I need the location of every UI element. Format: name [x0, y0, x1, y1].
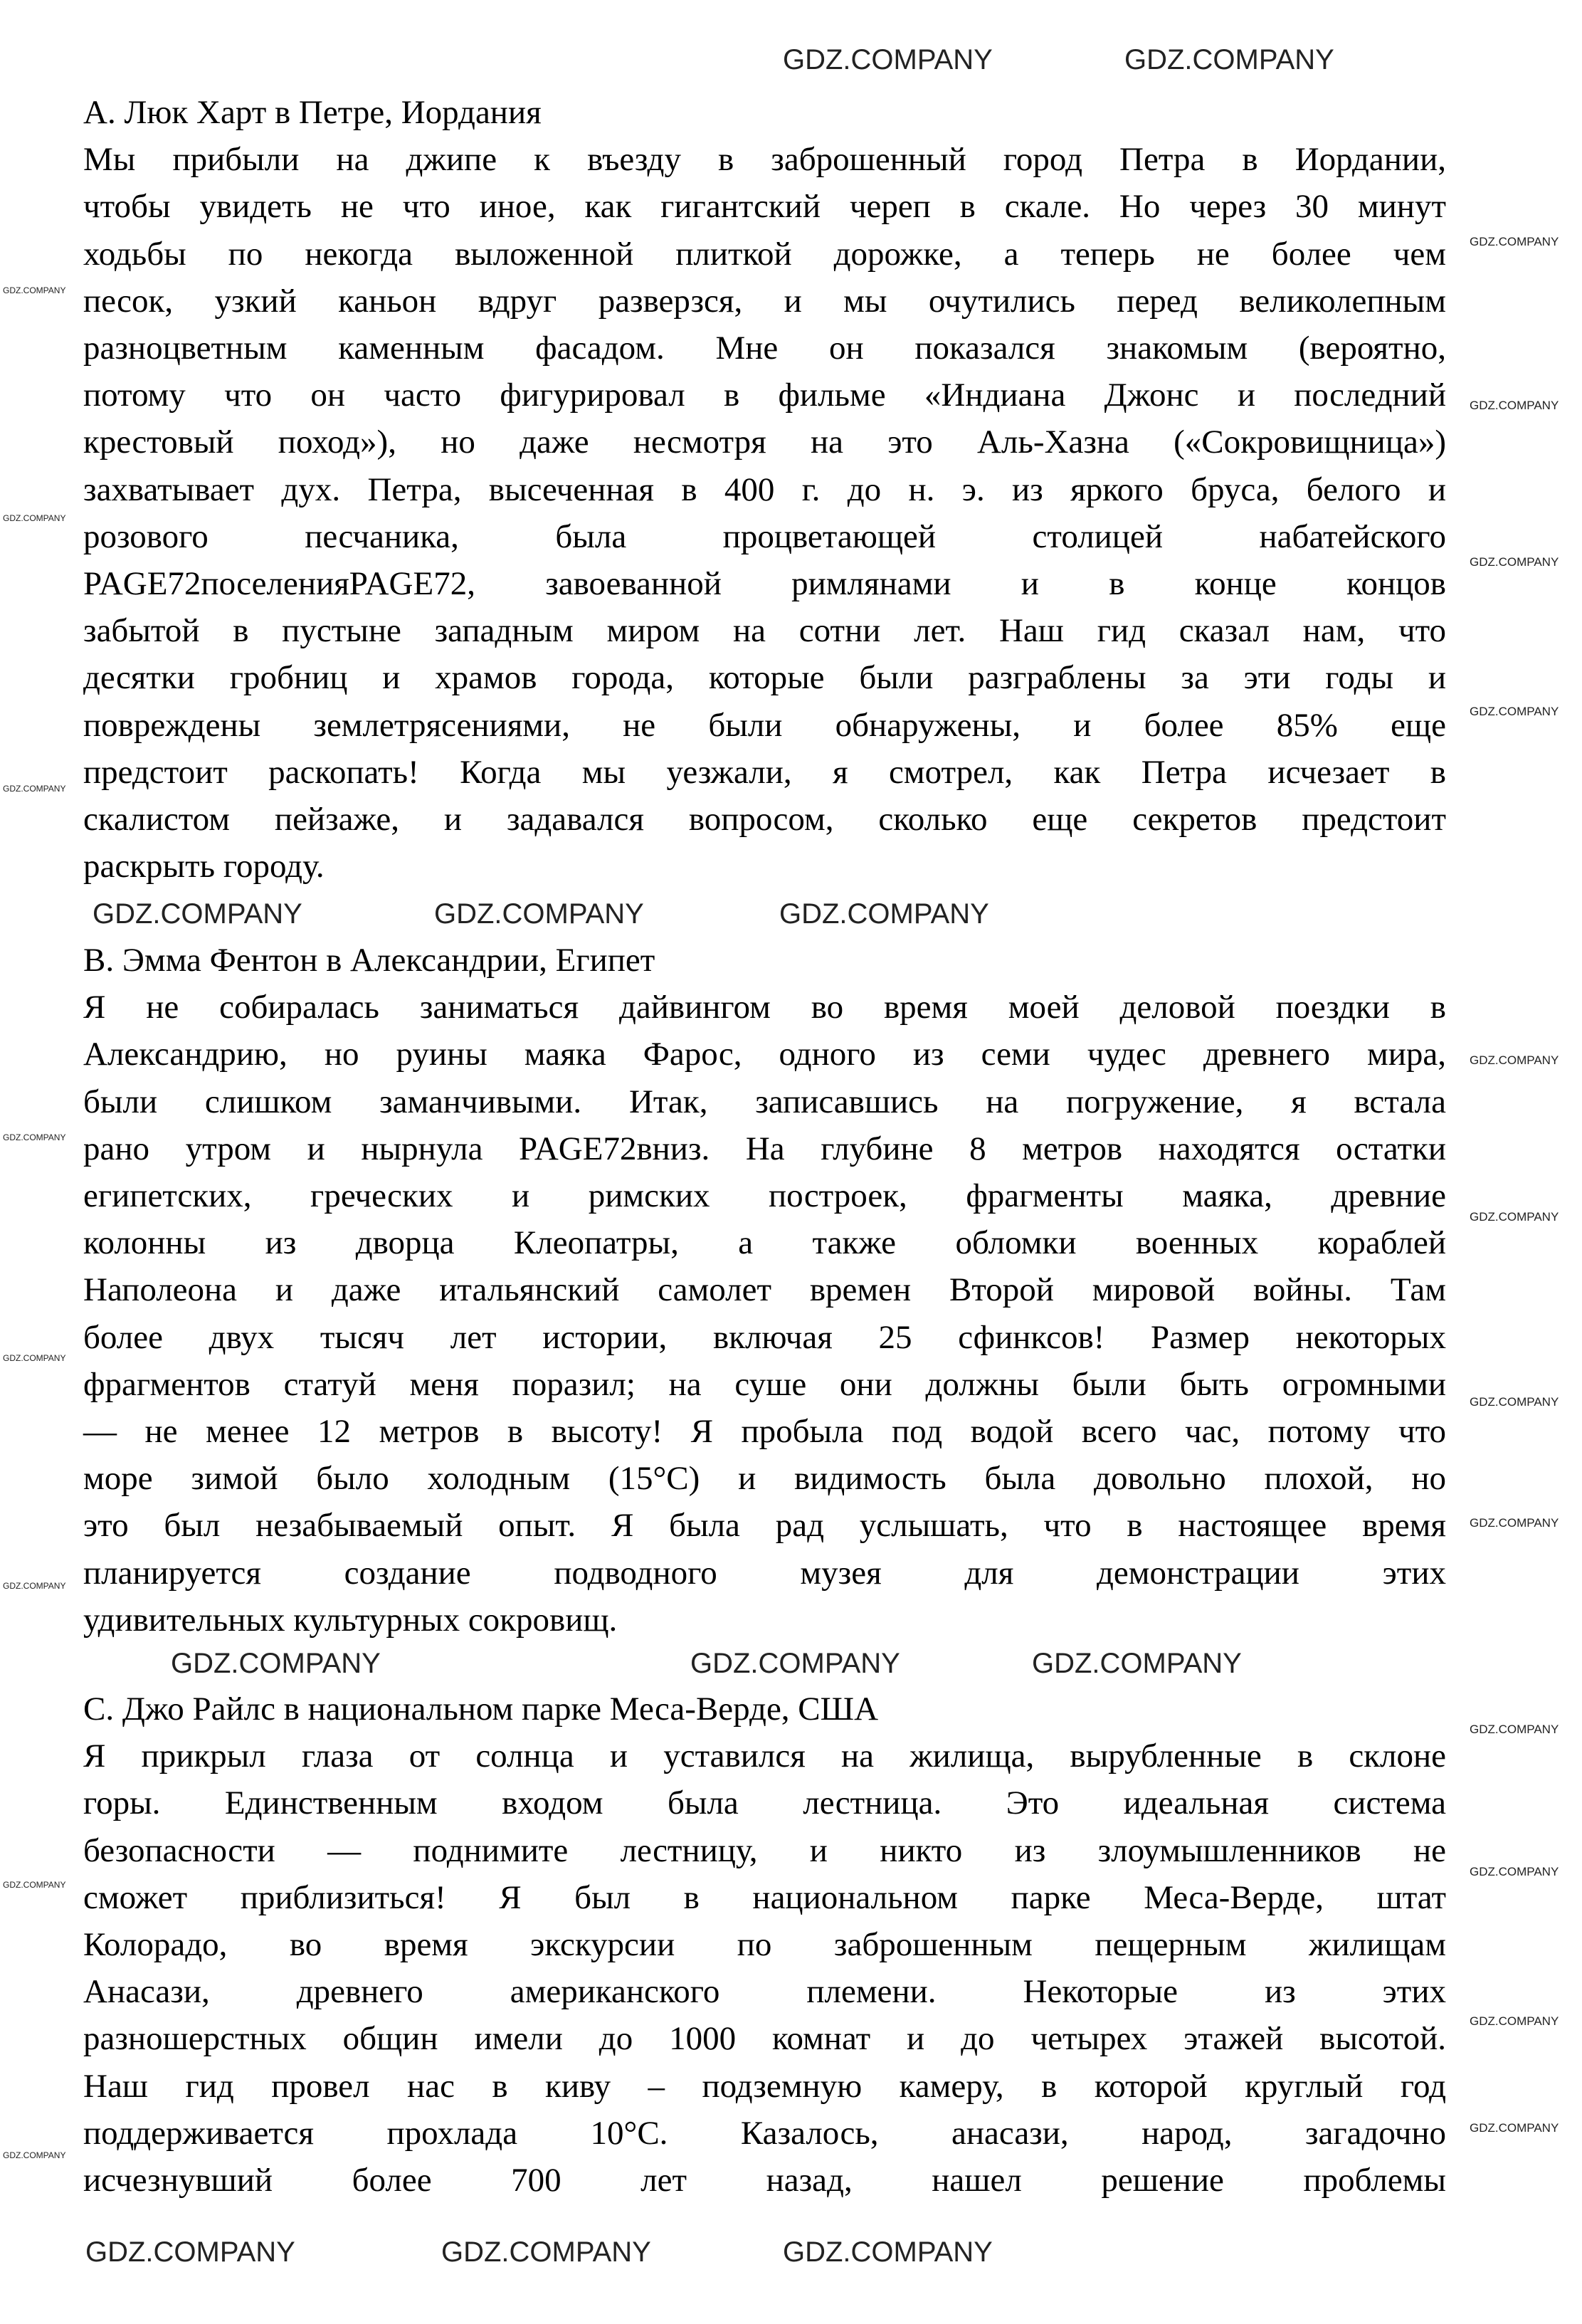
watermark: GDZ.COMPANY: [3, 1880, 66, 1890]
paragraph-line: PAGE72поселенияPAGE72, завоеванной римлянами и в конце концов: [83, 565, 1446, 602]
paragraph-line: раскрыть городу.: [83, 848, 325, 885]
paragraph-line: повреждены землетрясениями, не были обнаружены, и более 85% еще: [83, 706, 1446, 744]
watermark: GDZ.COMPANY: [3, 1581, 66, 1591]
paragraph-line: чтобы увидеть не что иное, как гигантский череп в скале. Но через 30 минут: [83, 188, 1446, 226]
paragraph-line: потому что он часто фигурировал в фильме «Индиана Джонс и последний: [83, 377, 1446, 414]
paragraph-line: планируется создание подводного музея для демонстрации этих: [83, 1554, 1446, 1592]
paragraph-line: более двух тысяч лет истории, включая 25 сфинксов! Размер некоторых: [83, 1318, 1446, 1356]
paragraph-line: предстоит раскопать! Когда мы уезжали, я смотрел, как Петра исчезает в: [83, 753, 1446, 791]
paragraph-line: были слишком заманчивыми. Итак, записавшись на погружение, я встала: [83, 1083, 1446, 1120]
watermark: GDZ.COMPANY: [1470, 1865, 1559, 1878]
paragraph-line: Колорадо, во время экскурсии по заброшенным пещерным жилищам: [83, 1926, 1446, 1963]
paragraph-line: ходьбы по некогда выложенной плиткой дорожке, а теперь не более чем: [83, 235, 1446, 273]
paragraph-line: удивительных культурных сокровищ.: [83, 1601, 618, 1639]
paragraph-line: Наш гид провел нас в киву – подземную камеру, в которой круглый год: [83, 2067, 1446, 2105]
paragraph-line: разношерстных общин имели до 1000 комнат и до четырех этажей высотой.: [83, 2020, 1446, 2058]
paragraph-line: — не менее 12 метров в высоту! Я пробыла под водой всего час, потому что: [83, 1413, 1446, 1450]
watermark: GDZ.COMPANY: [1470, 1053, 1559, 1067]
watermark: GDZ.COMPANY: [779, 898, 989, 930]
watermark: GDZ.COMPANY: [434, 898, 644, 930]
section-title: C. Джо Райлс в национальном парке Меса-Верде, США: [83, 1691, 879, 1728]
paragraph-line: Мы прибыли на джипе к въезду в заброшенный город Петра в Иордании,: [83, 141, 1446, 179]
paragraph-line: фрагментов статуй меня поразил; на суше они должны были быть огромными: [83, 1365, 1446, 1403]
paragraph-line: горы. Единственным входом была лестница. Это идеальная система: [83, 1784, 1446, 1822]
watermark: GDZ.COMPANY: [1032, 1648, 1242, 1679]
paragraph-line: десятки гробниц и храмов города, которые были разграблены за эти годы и: [83, 659, 1446, 697]
watermark: GDZ.COMPANY: [1470, 1395, 1559, 1409]
section-title: B. Эмма Фентон в Александрии, Египет: [83, 942, 655, 979]
watermark: GDZ.COMPANY: [1470, 2121, 1559, 2135]
paragraph-line: рано утром и нырнула PAGE72вниз. На глубине 8 метров находятся остатки: [83, 1130, 1446, 1167]
paragraph-line: сможет приблизиться! Я был в национальном парке Меса-Верде, штат: [83, 1878, 1446, 1916]
watermark: GDZ.COMPANY: [171, 1648, 381, 1679]
paragraph-line: Наполеона и даже итальянский самолет времен Второй мировой войны. Там: [83, 1271, 1446, 1309]
watermark: GDZ.COMPANY: [3, 784, 66, 794]
section-title: A. Люк Харт в Петре, Иордания: [83, 94, 542, 131]
paragraph-line: скалистом пейзаже, и задавался вопросом, сколько еще секретов предстоит: [83, 801, 1446, 838]
watermark: GDZ.COMPANY: [1470, 399, 1559, 412]
paragraph-line: крестовый поход»), но даже несмотря на это Аль-Хазна («Сокровищница»): [83, 424, 1446, 461]
watermark: GDZ.COMPANY: [1470, 555, 1559, 569]
watermark: GDZ.COMPANY: [1470, 705, 1559, 718]
paragraph-line: исчезнувший более 700 лет назад, нашел решение проблемы: [83, 2162, 1446, 2199]
paragraph-line: Я прикрыл глаза от солнца и уставился на жилища, вырубленные в склоне: [83, 1737, 1446, 1775]
paragraph-line: разноцветным каменным фасадом. Мне он показался знакомым (вероятно,: [83, 330, 1446, 367]
watermark: GDZ.COMPANY: [3, 1132, 66, 1142]
watermark: GDZ.COMPANY: [1470, 1210, 1559, 1224]
paragraph-line: Александрию, но руины маяка Фарос, одного из семи чудес древнего мира,: [83, 1036, 1446, 1073]
watermark: GDZ.COMPANY: [1470, 2014, 1559, 2028]
watermark: GDZ.COMPANY: [3, 1353, 66, 1363]
watermark: GDZ.COMPANY: [93, 898, 302, 930]
paragraph-line: море зимой было холодным (15°C) и видимость была довольно плохой, но: [83, 1460, 1446, 1498]
paragraph-line: поддерживается прохлада 10°C. Казалось, анасази, народ, загадочно: [83, 2114, 1446, 2152]
paragraph-line: розового песчаника, была процветающей столицей набатейского: [83, 517, 1446, 555]
watermark: GDZ.COMPANY: [3, 513, 66, 523]
watermark: GDZ.COMPANY: [1470, 235, 1559, 248]
paragraph-line: песок, узкий каньон вдруг разверзся, и мы очутились перед великолепным: [83, 282, 1446, 320]
watermark: GDZ.COMPANY: [783, 44, 993, 75]
watermark: GDZ.COMPANY: [1470, 1516, 1559, 1530]
paragraph-line: забытой в пустыне западным миром на сотни лет. Наш гид сказал нам, что: [83, 612, 1446, 650]
watermark: GDZ.COMPANY: [85, 2236, 295, 2268]
watermark: GDZ.COMPANY: [1124, 44, 1334, 75]
paragraph-line: Анасази, древнего американского племени. Некоторые из этих: [83, 1973, 1446, 2011]
watermark: GDZ.COMPANY: [3, 2150, 66, 2160]
paragraph-line: захватывает дух. Петра, высеченная в 400 г. до н. э. из яркого бруса, белого и: [83, 470, 1446, 508]
watermark: GDZ.COMPANY: [690, 1648, 900, 1679]
paragraph-line: безопасности — поднимите лестницу, и никто из злоумышленников не: [83, 1831, 1446, 1869]
paragraph-line: колонны из дворца Клеопатры, а также обломки военных кораблей: [83, 1224, 1446, 1262]
paragraph-line: египетских, греческих и римских построек, фрагменты маяка, древние: [83, 1177, 1446, 1214]
watermark: GDZ.COMPANY: [1470, 1723, 1559, 1736]
paragraph-line: это был незабываемый опыт. Я была рад услышать, что в настоящее время: [83, 1507, 1446, 1545]
watermark: GDZ.COMPANY: [783, 2236, 993, 2268]
paragraph-line: Я не собиралась заниматься дайвингом во время моей деловой поездки в: [83, 989, 1446, 1026]
watermark: GDZ.COMPANY: [3, 285, 66, 295]
watermark: GDZ.COMPANY: [441, 2236, 651, 2268]
